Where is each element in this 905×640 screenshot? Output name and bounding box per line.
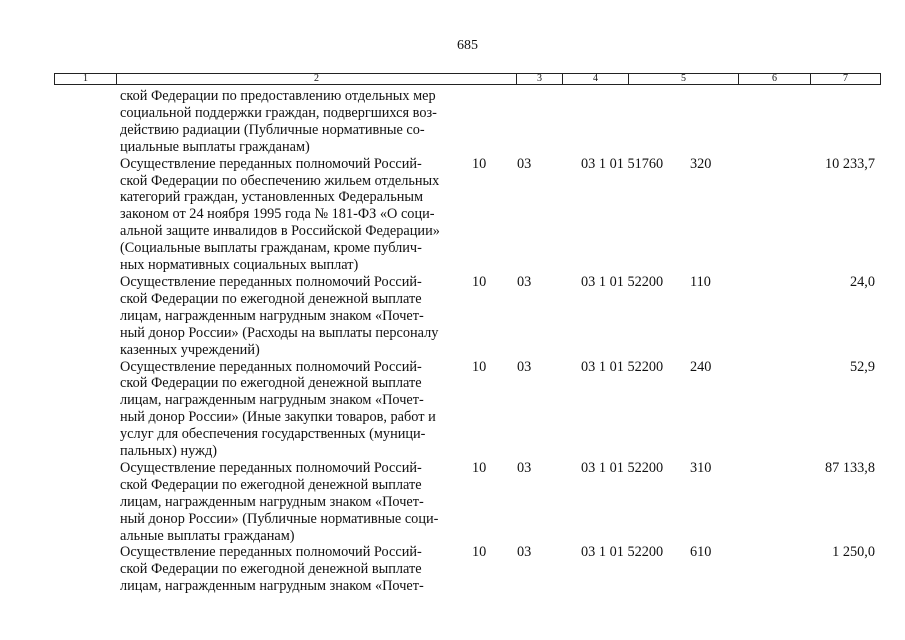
description-line: лицам, награжденным нагрудным знаком «Почет- bbox=[120, 392, 424, 409]
header-col-1: 1 bbox=[55, 74, 117, 84]
row-description bbox=[120, 359, 462, 460]
amount: 52,9 bbox=[849, 358, 875, 375]
header-col-5: 5 bbox=[629, 74, 739, 84]
section-code: 10 bbox=[472, 155, 487, 172]
description-line: ный донор России» (Публичные нормативные соци- bbox=[120, 510, 439, 527]
description-line: альной защите инвалидов в Российской Федерации» bbox=[120, 223, 440, 240]
header-col-7: 7 bbox=[843, 73, 848, 84]
description-line: ской Федерации по предоставлению отдельных мер bbox=[120, 88, 436, 104]
expense-type-code: 320 bbox=[690, 155, 712, 172]
section-code: 10 bbox=[472, 459, 487, 476]
table-row bbox=[0, 156, 905, 274]
target-article-code: 03 1 01 52200 bbox=[581, 358, 664, 375]
section-code: 10 bbox=[472, 544, 487, 561]
table-row bbox=[0, 274, 905, 359]
section-code: 10 bbox=[472, 273, 487, 290]
target-article-code: 03 1 01 52200 bbox=[581, 459, 664, 476]
description-line: Осуществление переданных полномочий Россий- bbox=[120, 155, 422, 172]
table-header bbox=[54, 73, 881, 85]
row-description bbox=[120, 460, 462, 545]
target-article-code: 03 1 01 52200 bbox=[581, 544, 664, 561]
amount: 87 133,8 bbox=[824, 459, 875, 476]
description-line: действию радиации (Публичные нормативные со- bbox=[120, 121, 425, 138]
header-col-2: 2 bbox=[117, 74, 517, 84]
row-description bbox=[120, 274, 462, 359]
subsection-code: 03 bbox=[517, 358, 532, 375]
description-line: Осуществление переданных полномочий Россий- bbox=[120, 544, 422, 561]
row-description bbox=[120, 88, 462, 156]
table-row bbox=[0, 544, 905, 595]
amount: 24,0 bbox=[849, 273, 875, 290]
description-line: пальных) нужд) bbox=[120, 443, 218, 460]
table-body bbox=[0, 88, 905, 595]
description-line: циальные выплаты гражданам) bbox=[120, 138, 310, 155]
expense-type-code: 610 bbox=[690, 544, 712, 561]
subsection-code: 03 bbox=[517, 544, 532, 561]
description-line: лицам, награжденным нагрудным знаком «Почет- bbox=[120, 493, 424, 510]
description-line: ской Федерации по обеспечению жильем отдельных bbox=[120, 172, 440, 189]
page-number: 685 bbox=[457, 38, 478, 53]
description-line: ской Федерации по ежегодной денежной выплате bbox=[120, 290, 422, 307]
row-description bbox=[120, 156, 462, 274]
expense-type-code: 110 bbox=[690, 273, 711, 290]
table-row bbox=[0, 88, 905, 156]
description-line: ный донор России» (Иные закупки товаров, работ и bbox=[120, 409, 436, 426]
description-line: лицам, награжденным нагрудным знаком «Почет- bbox=[120, 578, 424, 595]
row-description bbox=[120, 544, 462, 595]
target-article-code: 03 1 01 51760 bbox=[581, 155, 664, 172]
description-line: ской Федерации по ежегодной денежной выплате bbox=[120, 375, 422, 392]
description-line: Осуществление переданных полномочий Россий- bbox=[120, 358, 422, 375]
expense-type-code: 310 bbox=[690, 459, 712, 476]
table-row bbox=[0, 359, 905, 460]
expense-type-code: 240 bbox=[690, 358, 712, 375]
table-row bbox=[0, 460, 905, 545]
header-col-6: 6 bbox=[739, 74, 811, 84]
description-line: ской Федерации по ежегодной денежной выплате bbox=[120, 561, 422, 578]
description-line: лицам, награжденным нагрудным знаком «Почет- bbox=[120, 307, 424, 324]
amount: 1 250,0 bbox=[832, 544, 875, 561]
subsection-code: 03 bbox=[517, 273, 532, 290]
description-line: законом от 24 ноября 1995 года № 181-ФЗ «О соци- bbox=[120, 206, 435, 223]
description-line: (Социальные выплаты гражданам, кроме публич- bbox=[120, 240, 422, 257]
description-line: Осуществление переданных полномочий Россий- bbox=[120, 273, 422, 290]
section-code: 10 bbox=[472, 358, 487, 375]
header-col-4: 4 bbox=[563, 74, 629, 84]
description-line: категорий граждан, установленных Федеральным bbox=[120, 189, 424, 206]
description-line: ской Федерации по ежегодной денежной выплате bbox=[120, 476, 422, 493]
description-line: казенных учреждений) bbox=[120, 341, 260, 358]
subsection-code: 03 bbox=[517, 459, 532, 476]
description-line: ных нормативных социальных выплат) bbox=[120, 257, 359, 274]
description-line: социальной поддержки граждан, подвергшихся воз- bbox=[120, 104, 437, 121]
description-line: альные выплаты гражданам) bbox=[120, 527, 295, 544]
target-article-code: 03 1 01 52200 bbox=[581, 273, 664, 290]
subsection-code: 03 bbox=[517, 155, 532, 172]
description-line: услуг для обеспечения государственных (муници- bbox=[120, 426, 426, 443]
description-line: Осуществление переданных полномочий Россий- bbox=[120, 459, 422, 476]
amount: 10 233,7 bbox=[824, 155, 875, 172]
header-col-3: 3 bbox=[517, 74, 563, 84]
description-line: ный донор России» (Расходы на выплаты персоналу bbox=[120, 324, 439, 341]
